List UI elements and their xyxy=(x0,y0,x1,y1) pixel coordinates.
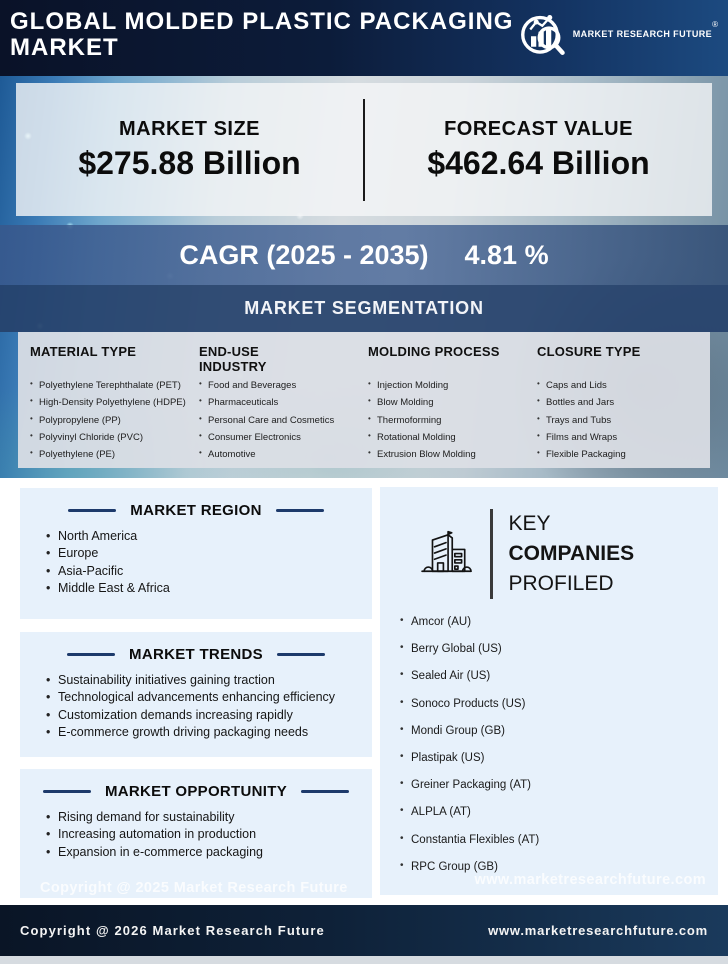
bottom-strip xyxy=(0,956,728,964)
list-item: • Technological advancements enhancing efficiency xyxy=(46,690,372,704)
market-trends-list xyxy=(20,673,372,739)
content-section xyxy=(0,478,728,905)
segmentation-item: • Bottles and Jars xyxy=(537,397,698,408)
segmentation-list xyxy=(537,380,698,460)
market-region-heading: MARKET REGION xyxy=(130,502,262,519)
segmentation-item: • Trays and Tubs xyxy=(537,415,698,426)
segmentation-item: • Caps and Lids xyxy=(537,380,698,391)
market-region-heading-row xyxy=(20,502,372,519)
page-title-line1: GLOBAL MOLDED PLASTIC PACKAGING xyxy=(10,8,514,35)
segmentation-list xyxy=(199,380,360,460)
header xyxy=(0,0,728,76)
company-item: • Greiner Packaging (AT) xyxy=(400,779,718,791)
list-item: • Europe xyxy=(46,546,372,560)
list-item: • Expansion in e-commerce packaging xyxy=(46,845,372,859)
heading-dash-left xyxy=(67,653,115,657)
segmentation-col-material-type xyxy=(30,344,199,466)
forecast-value-stat xyxy=(365,118,712,182)
list-item: • Middle East & Africa xyxy=(46,581,372,595)
segmentation-list xyxy=(30,380,191,460)
segmentation-item: • Food and Beverages xyxy=(199,380,360,391)
segmentation-heading: CLOSURE TYPE xyxy=(537,344,641,359)
segmentation-item: • High-Density Polyethylene (HDPE) xyxy=(30,397,191,408)
heading-dash-right xyxy=(301,790,349,794)
page-title-line2: MARKET xyxy=(10,34,119,61)
segmentation-item: • Blow Molding xyxy=(368,397,529,408)
segmentation-title: MARKET SEGMENTATION xyxy=(244,298,484,318)
segmentation-item: • Films and Wraps xyxy=(537,432,698,443)
segmentation-item: • Pharmaceuticals xyxy=(199,397,360,408)
segmentation-item: • Thermoforming xyxy=(368,415,529,426)
company-item: • Plastipak (US) xyxy=(400,752,718,764)
key-companies-title-line2: COMPANIES xyxy=(508,542,635,565)
forecast-value-label: FORECAST VALUE xyxy=(444,117,633,140)
segmentation-item: • Polyethylene Terephthalate (PET) xyxy=(30,380,191,391)
company-item: • RPC Group (GB) xyxy=(400,861,718,873)
market-trends-heading: MARKET TRENDS xyxy=(129,646,263,663)
segmentation-item: • Extrusion Blow Molding xyxy=(368,449,529,460)
cagr-band xyxy=(0,225,728,285)
list-item: • Rising demand for sustainability xyxy=(46,810,372,824)
registered-mark: ® xyxy=(712,19,718,29)
forecast-value-value: $462.64 Billion xyxy=(427,144,650,181)
stats-panel xyxy=(16,83,712,216)
segmentation-title-band xyxy=(0,285,728,332)
market-size-stat xyxy=(16,118,363,182)
segmentation-col-end-use-industry xyxy=(199,344,368,466)
list-item: • Customization demands increasing rapidly xyxy=(46,708,372,722)
market-size-value: $275.88 Billion xyxy=(78,144,301,181)
company-item: • Berry Global (US) xyxy=(400,643,718,655)
segmentation-list xyxy=(368,380,529,460)
list-item: • Asia-Pacific xyxy=(46,564,372,578)
company-item: • Sealed Air (US) xyxy=(400,670,718,682)
market-trends-card xyxy=(20,632,372,757)
footer xyxy=(0,905,728,956)
market-opportunity-card xyxy=(20,769,372,898)
heading-dash-left xyxy=(43,790,91,794)
footer-website-link[interactable]: www.marketresearchfuture.com xyxy=(488,923,708,938)
segmentation-col-closure-type xyxy=(537,344,706,466)
watermark-website: www.marketresearchfuture.com xyxy=(474,872,706,888)
cagr-label: CAGR (2025 - 2035) xyxy=(179,239,429,270)
segmentation-item: • Automotive xyxy=(199,449,360,460)
segmentation-heading: END-USE INDUSTRY xyxy=(199,344,267,374)
market-region-card xyxy=(20,488,372,619)
market-trends-heading-row xyxy=(20,646,372,663)
key-companies-title-line3: PROFILED xyxy=(508,572,614,595)
key-companies-card xyxy=(380,487,718,895)
page-title xyxy=(0,0,513,61)
list-item: • Sustainability initiatives gaining traction xyxy=(46,673,372,687)
key-companies-title-line1: KEY xyxy=(508,512,551,535)
segmentation-item: • Rotational Molding xyxy=(368,432,529,443)
footer-copyright: Copyright @ 2026 Market Research Future xyxy=(20,923,325,938)
segmentation-heading: MOLDING PROCESS xyxy=(368,344,500,359)
market-opportunity-list xyxy=(20,810,372,859)
segmentation-heading: MATERIAL TYPE xyxy=(30,344,137,359)
cagr-value: 4.81 % xyxy=(464,239,549,270)
list-item: • E-commerce growth driving packaging needs xyxy=(46,725,372,739)
segmentation-item: • Polypropylene (PP) xyxy=(30,415,191,426)
company-item: • Mondi Group (GB) xyxy=(400,725,718,737)
market-region-list xyxy=(20,529,372,595)
segmentation-col-molding-process xyxy=(368,344,537,466)
heading-dash-left xyxy=(68,509,116,513)
hero-section xyxy=(0,76,728,478)
heading-dash-right xyxy=(277,653,325,657)
company-item: • Constantia Flexibles (AT) xyxy=(400,834,718,846)
list-item: • Increasing automation in production xyxy=(46,827,372,841)
company-item: • Sonoco Products (US) xyxy=(400,698,718,710)
market-opportunity-heading-row xyxy=(20,783,372,800)
mrfr-logo-icon xyxy=(519,10,567,58)
companies-divider xyxy=(490,509,493,599)
segmentation-item: • Injection Molding xyxy=(368,380,529,391)
segmentation-panel xyxy=(18,332,710,468)
segmentation-item: • Flexible Packaging xyxy=(537,449,698,460)
watermark-copyright: Copyright @ 2025 Market Research Future xyxy=(40,880,348,896)
key-companies-header xyxy=(380,487,718,599)
key-companies-title xyxy=(509,509,635,599)
heading-dash-right xyxy=(276,509,324,513)
companies-list xyxy=(380,616,718,873)
market-size-label: MARKET SIZE xyxy=(118,117,261,140)
segmentation-item: • Polyvinyl Chloride (PVC) xyxy=(30,432,191,443)
list-item: • North America xyxy=(46,529,372,543)
mrfr-logo xyxy=(519,0,728,58)
company-item: • ALPLA (AT) xyxy=(400,806,718,818)
segmentation-item: • Polyethylene (PE) xyxy=(30,449,191,460)
market-opportunity-heading: MARKET OPPORTUNITY xyxy=(104,783,288,800)
building-icon xyxy=(420,528,472,581)
brand-name: MARKET RESEARCH FUTURE xyxy=(572,29,713,39)
segmentation-item: • Consumer Electronics xyxy=(199,432,360,443)
company-item: • Amcor (AU) xyxy=(400,616,718,628)
segmentation-item: • Personal Care and Cosmetics xyxy=(199,415,360,426)
